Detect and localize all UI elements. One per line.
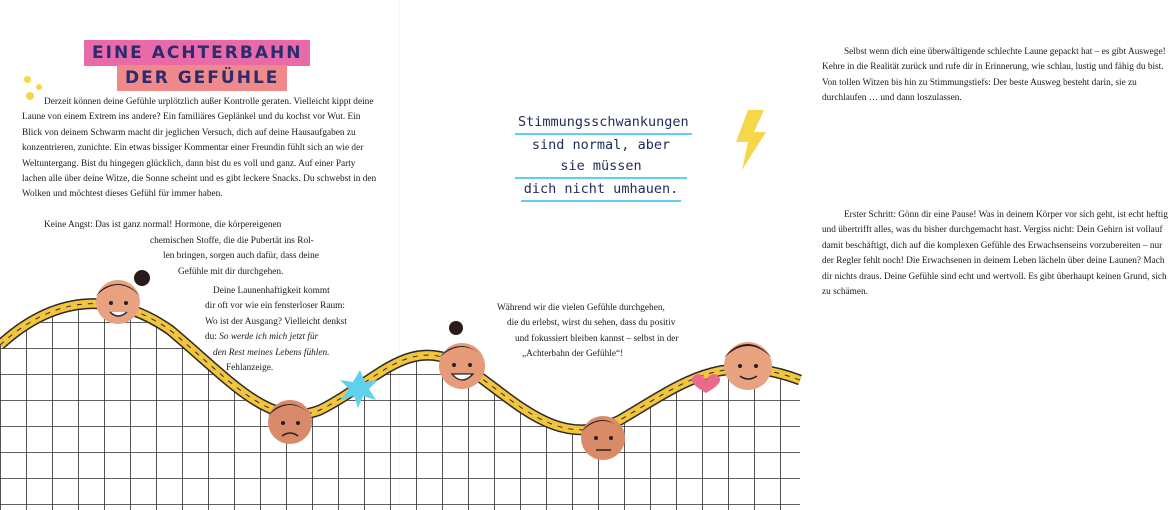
right-top-body (822, 45, 1174, 107)
p2-line-1: Keine Angst: Das ist ganz normal! Hormone, die körpereigenen (44, 220, 282, 230)
p2-line-4: Gefühle mit dir durchgehen. (178, 267, 284, 277)
p3-line-5: den Rest meines Lebens fühlen. (213, 348, 330, 358)
p2-line-3: len bringen, sorgen auch dafür, dass deine (163, 251, 319, 261)
p3-line-4-plain: du: (205, 332, 220, 342)
p2-line-2: chemischen Stoffe, die die Pubertät ins Rol- (150, 236, 314, 246)
p-last-line-2: die du erlebst, wirst du sehen, dass du positiv (507, 318, 676, 328)
rider-face-5 (724, 342, 772, 390)
p-last-line-3: und fokussiert bleiben kannst – selbst in der (515, 334, 679, 344)
decor-dot (24, 76, 31, 83)
highlight-line-2: sind normal, aber sie müssen (515, 135, 687, 179)
right-step-body (822, 208, 1174, 300)
highlight-quote (515, 112, 687, 202)
lightning-bolt-icon (734, 110, 768, 170)
decor-dot (36, 84, 42, 90)
p-last-line-4: „Achterbahn der Gefühle“! (522, 349, 624, 359)
right-paragraph-top: Selbst wenn dich eine überwältigende schlechte Laune gepackt hat – es gibt Auswege! Kehre in die Realität zurück und rufe dir in Erinnerung, wie schlau, lustig und fähig du bist. Von tollen Witzen bis hin zu Stimmungstiefs: Der beste Ausweg besteht darin, sie zu durchlaufen … und dann loszulassen. (822, 47, 1166, 104)
p3-line-1: Deine Launenhaftigkeit kommt (213, 286, 330, 296)
p3-line-6: Fehlanzeige. (226, 363, 274, 373)
rider-face-2 (268, 400, 312, 444)
title-line-2: DER GEFÜHLE (117, 65, 287, 91)
title-line-1: EINE ACHTERBAHN (84, 40, 310, 66)
rider-face-3 (439, 321, 485, 389)
rider-face-4 (581, 416, 625, 460)
left-body (22, 95, 378, 203)
p3-line-4-italic: So werde ich mich jetzt für (219, 332, 319, 342)
roller-coaster-illustration (0, 270, 800, 510)
highlight-line-3: dich nicht umhauen. (521, 179, 681, 202)
p3-line-3: Wo ist der Ausgang? Vielleicht denkst (205, 317, 347, 327)
left-paragraph-1: Derzeit können deine Gefühle urplötzlich außer Kontrolle geraten. Vielleicht kippt deine Laune von einem Extrem ins andere? Ein familiäres Geplänkel und du kochst vor Wut. Ein Blick von deinem Schwarm macht dir jeglichen Versuch, dich auf deine Hausaufgaben zu konzentrieren, zunichte. Ein etwas bissiger Kommentar einer Freundin fühlt sich an wie der Weltuntergang. Bist du hingegen glücklich, dann bist du es voll und ganz. Auf einer Party lachen alle über deine Witze, die Sonne scheint und es gibt leckere Snacks. Du schwebst in den Wolken und möchtest dieses Gefühl für immer haben. (22, 97, 377, 200)
highlight-line-1: Stimmungsschwankungen (515, 112, 692, 135)
right-paragraph-step: Erster Schritt: Gönn dir eine Pause! Was in deinem Körper vor sich geht, ist echt heftig und übertrifft alles, was du bisher durchgemacht hast. Vergiss nicht: Dein Gehirn ist vollauf damit beschäftigt, dich auf die komplexen Gefühle des Erwachsenseins vorzubereiten – nur der Regler fehlt noch! Die Erwachsenen in deinem Leben lächeln über deine Launen? Mach dir nichts draus. Deine Gefühle sind echt und wertvoll. Es gibt überhaupt keinen Grund, sich zu schämen. (822, 210, 1168, 298)
p3-line-2: dir oft vor wie ein fensterloser Raum: (205, 301, 345, 311)
p-last-line-1: Während wir die vielen Gefühle durchgehen, (497, 303, 665, 313)
